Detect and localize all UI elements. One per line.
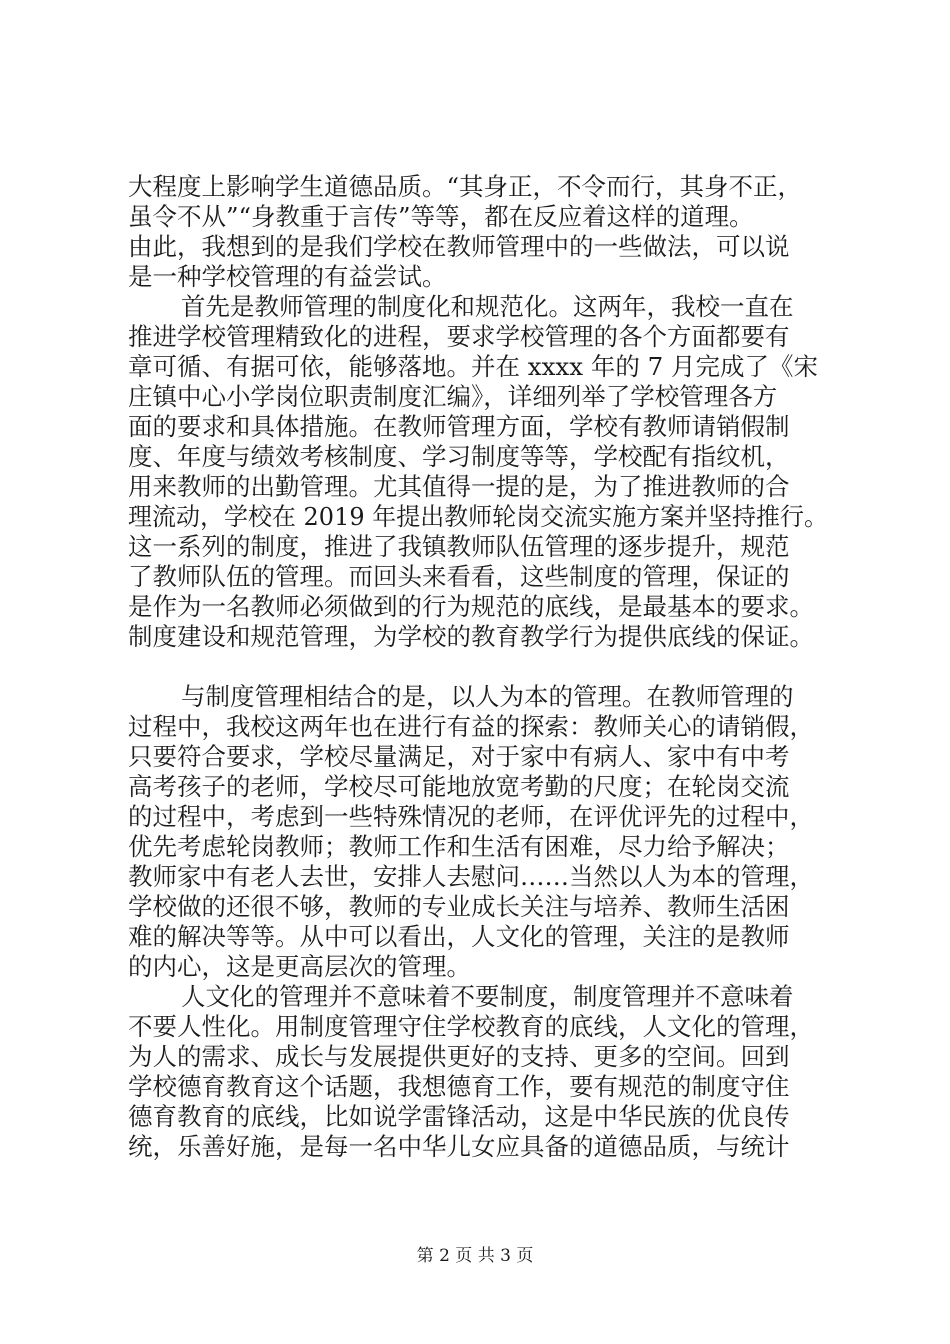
text-line: 度、年度与绩效考核制度、学习制度等等，学校配有指纹机， bbox=[128, 442, 790, 471]
document-body bbox=[128, 172, 828, 1162]
text-line: 庄镇中心小学岗位职责制度汇编》，详细列举了学校管理各方 bbox=[128, 382, 778, 411]
text-line: 面的要求和具体措施。在教师管理方面，学校有教师请销假制 bbox=[128, 412, 790, 441]
text-line: 教师家中有老人去世，安排人去慰问……当然以人为本的管理， bbox=[128, 862, 814, 891]
text-line: 的内心，这是更高层次的管理。 bbox=[128, 952, 471, 981]
text-line: 大程度上影响学生道德品质。“其身正，不令而行，其身不正， bbox=[128, 172, 803, 201]
text-line: 由此，我想到的是我们学校在教师管理中的一些做法，可以说 bbox=[128, 232, 790, 261]
paragraph-first-line: 人文化的管理并不意味着不要制度，制度管理并不意味着 bbox=[181, 982, 794, 1011]
text-line: 德育教育的底线，比如说学雷锋活动，这是中华民族的优良传 bbox=[128, 1102, 790, 1131]
page-footer: 第 2 页 共 3 页 bbox=[416, 1246, 534, 1266]
text-line: 虽令不从”“身教重于言传”等等，都在反应着这样的道理。 bbox=[128, 202, 754, 231]
text-line: 了教师队伍的管理。而回头来看看，这些制度的管理，保证的 bbox=[128, 562, 790, 591]
text-line: 高考孩子的老师，学校尽可能地放宽考勤的尺度；在轮岗交流 bbox=[128, 772, 790, 801]
text-line: 这一系列的制度，推进了我镇教师队伍管理的逐步提升，规范 bbox=[128, 532, 790, 561]
blank-line bbox=[128, 652, 828, 682]
text-line: 理流动，学校在 2019 年提出教师轮岗交流实施方案并坚持推行。 bbox=[128, 502, 828, 531]
text-line: 是作为一名教师必须做到的行为规范的底线，是最基本的要求。 bbox=[128, 592, 814, 621]
text-line: 过程中，我校这两年也在进行有益的探索：教师关心的请销假， bbox=[128, 712, 814, 741]
text-line: 章可循、有据可依，能够落地。并在 xxxx 年的 7 月完成了《宋 bbox=[128, 352, 819, 381]
paragraph-first-line: 首先是教师管理的制度化和规范化。这两年，我校一直在 bbox=[181, 292, 794, 321]
text-line: 学校德育教育这个话题，我想德育工作，要有规范的制度守住 bbox=[128, 1072, 790, 1101]
text-line: 制度建设和规范管理，为学校的教育教学行为提供底线的保证。 bbox=[128, 622, 814, 651]
text-line: 用来教师的出勤管理。尤其值得一提的是，为了推进教师的合 bbox=[128, 472, 790, 501]
text-line: 不要人性化。用制度管理守住学校教育的底线，人文化的管理， bbox=[128, 1012, 814, 1041]
text-line: 是一种学校管理的有益尝试。 bbox=[128, 262, 447, 291]
text-line: 只要符合要求，学校尽量满足，对于家中有病人、家中有中考 bbox=[128, 742, 790, 771]
text-line: 统，乐善好施，是每一名中华儿女应具备的道德品质，与统计 bbox=[128, 1132, 790, 1161]
text-line: 的过程中，考虑到一些特殊情况的老师，在评优评先的过程中， bbox=[128, 802, 814, 831]
paragraph-first-line: 与制度管理相结合的是，以人为本的管理。在教师管理的 bbox=[181, 682, 794, 711]
text-line: 学校做的还很不够，教师的专业成长关注与培养、教师生活困 bbox=[128, 892, 790, 921]
text-line: 推进学校管理精致化的进程，要求学校管理的各个方面都要有 bbox=[128, 322, 790, 351]
text-line: 优先考虑轮岗教师；教师工作和生活有困难，尽力给予解决； bbox=[128, 832, 790, 861]
text-line: 为人的需求、成长与发展提供更好的支持、更多的空间。回到 bbox=[128, 1042, 790, 1071]
text-line: 难的解决等等。从中可以看出，人文化的管理，关注的是教师 bbox=[128, 922, 790, 951]
